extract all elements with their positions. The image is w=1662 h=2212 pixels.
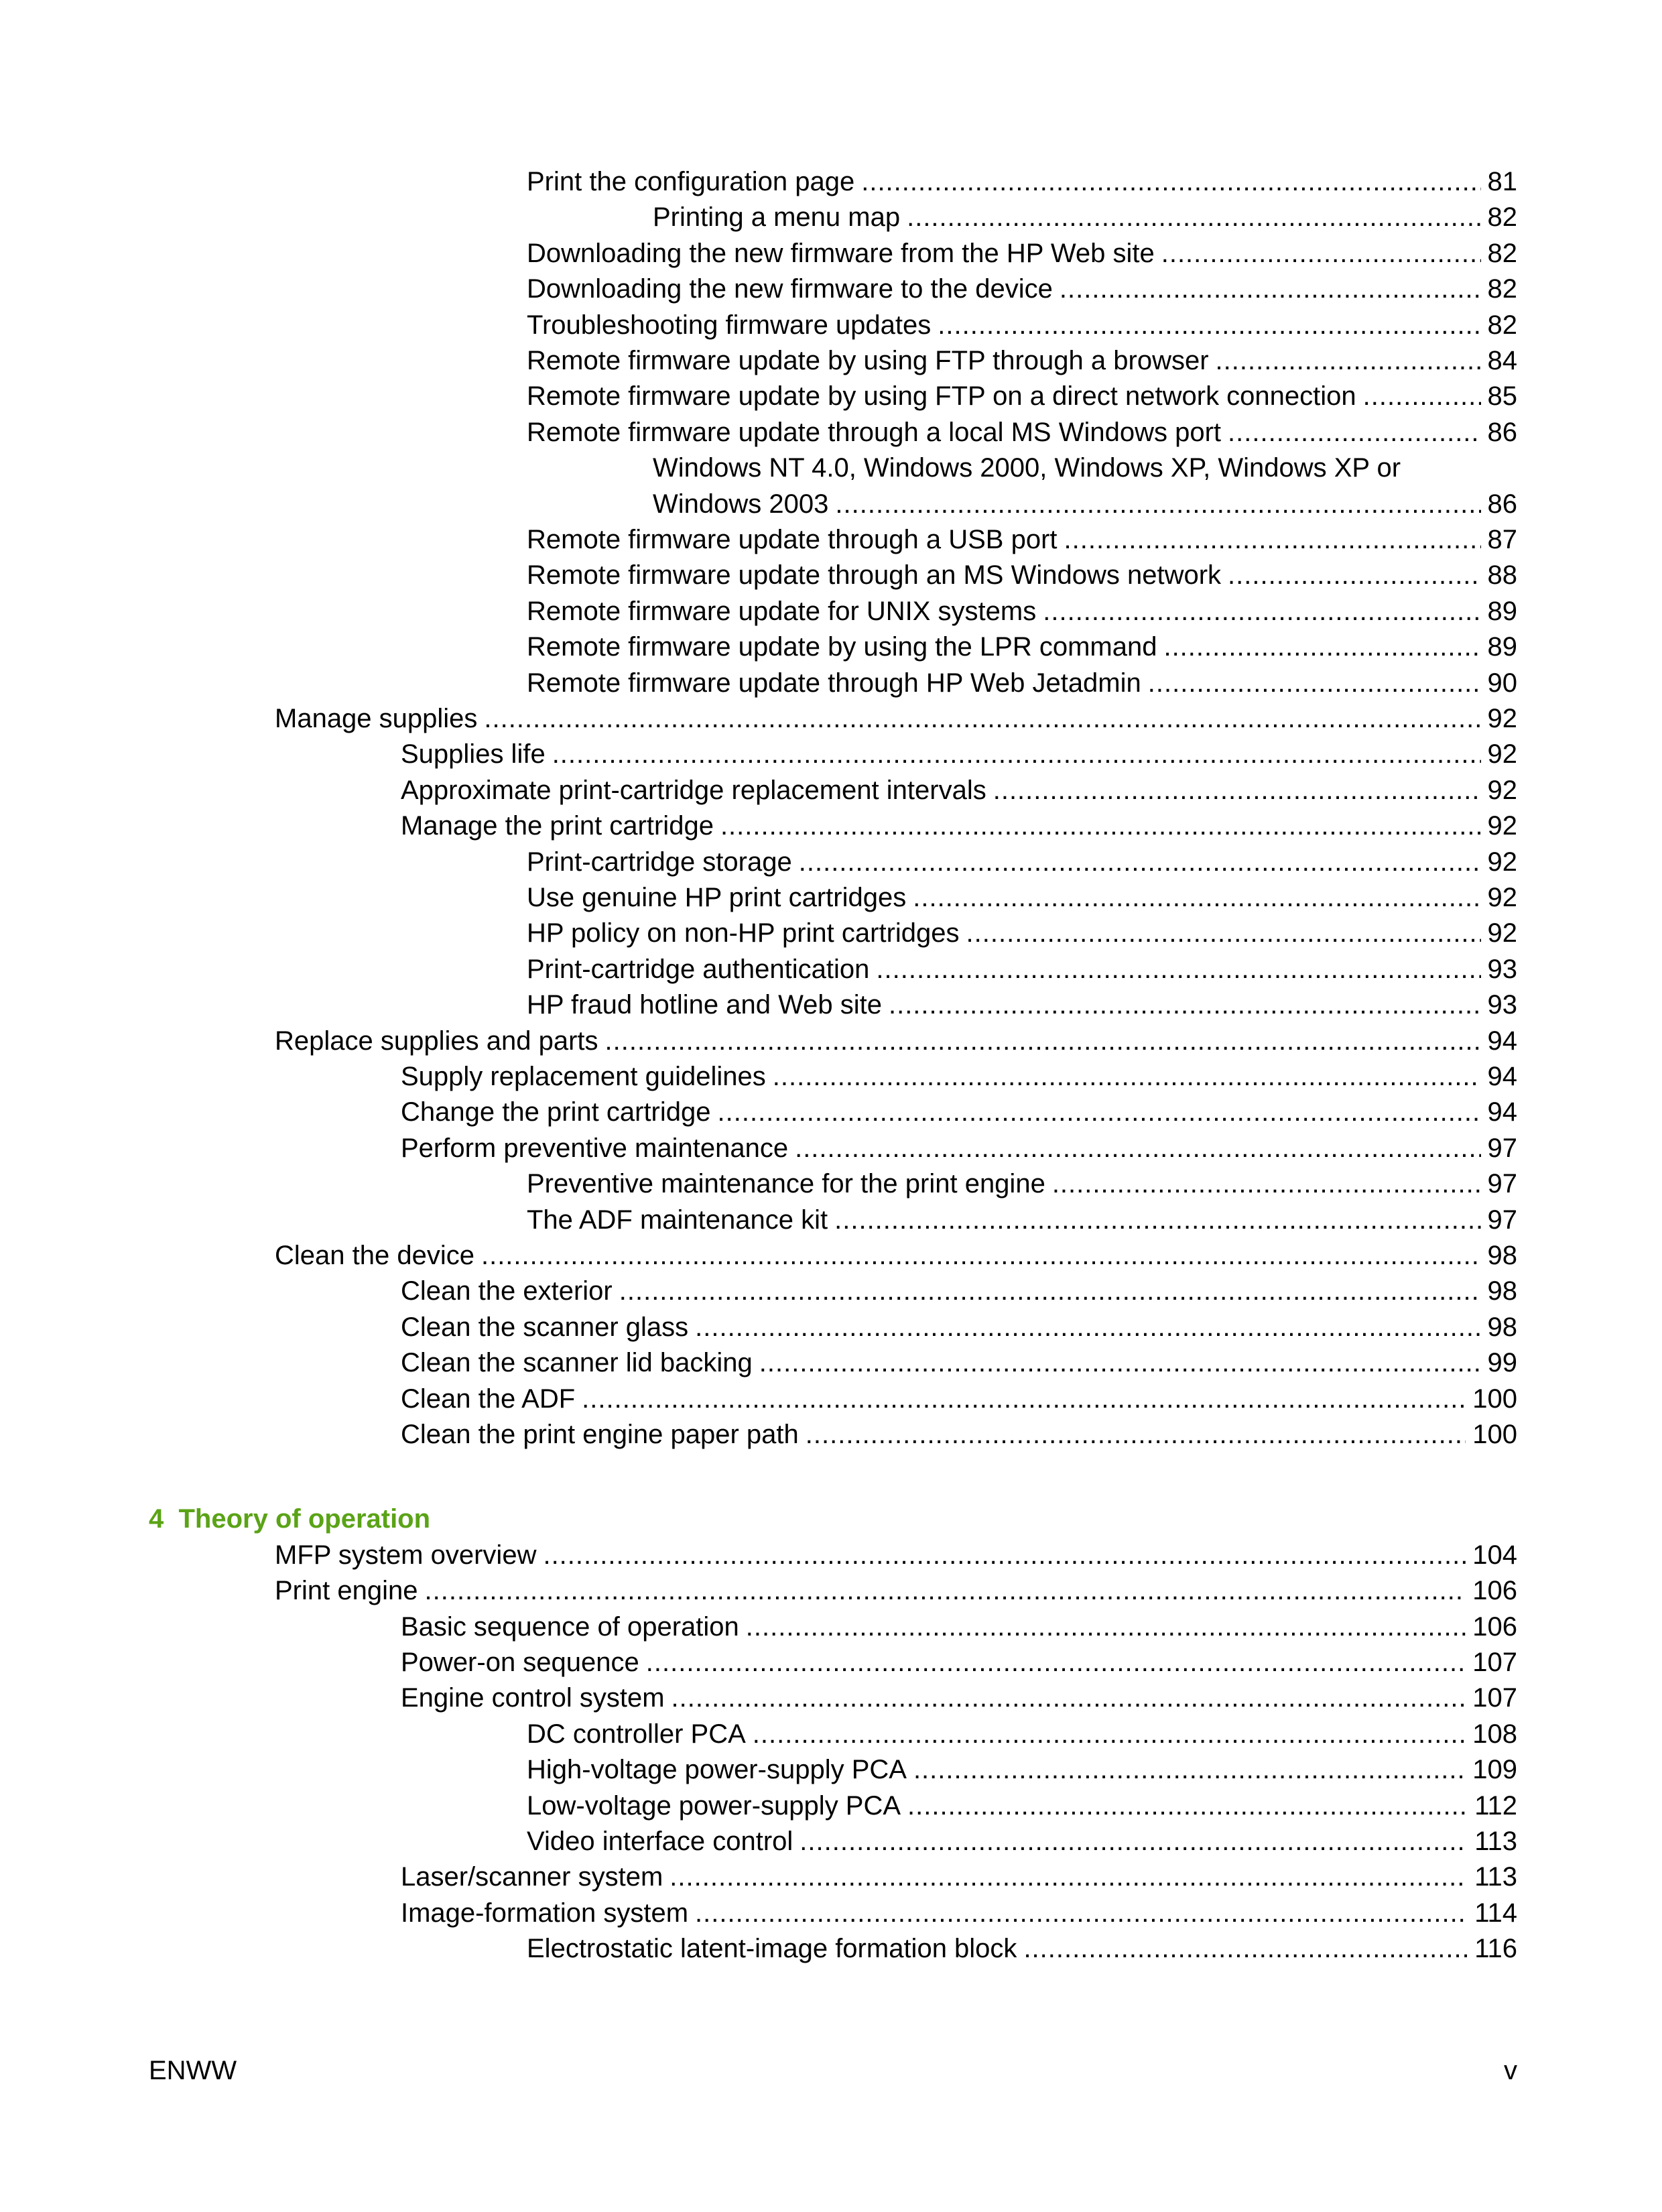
dot-leader	[646, 1644, 1466, 1680]
dot-leader	[720, 808, 1481, 844]
toc-entry[interactable]	[527, 1788, 1517, 1824]
toc-entry-page: 113	[1474, 1827, 1517, 1856]
dot-leader	[806, 1416, 1466, 1453]
dot-leader	[1043, 593, 1480, 629]
toc-entry-page: 94	[1487, 1026, 1517, 1056]
toc-entry-title: Supplies life	[401, 739, 546, 770]
dot-leader	[695, 1309, 1480, 1345]
toc-entry-title: Replace supplies and parts	[275, 1026, 598, 1056]
toc-entry-title: Manage the print cartridge	[401, 811, 714, 841]
toc-entry[interactable]	[401, 1416, 1517, 1453]
dot-leader	[907, 199, 1480, 235]
toc-entry-title: Print the configuration page	[527, 167, 855, 196]
toc-entry[interactable]	[527, 1716, 1517, 1752]
toc-entry[interactable]	[401, 736, 1517, 772]
toc-entry[interactable]	[527, 235, 1517, 271]
toc-entry-title: Remote firmware update by using FTP on a direct network connection	[527, 381, 1356, 412]
toc-entry[interactable]	[275, 1237, 1517, 1274]
toc-entry-page: 107	[1472, 1683, 1517, 1713]
toc-entry[interactable]	[527, 271, 1517, 307]
toc-entry[interactable]	[275, 1573, 1517, 1609]
dot-leader	[1228, 557, 1480, 593]
toc-entry-page: 109	[1472, 1755, 1517, 1785]
toc-entry-page: 97	[1487, 1169, 1517, 1199]
toc-entry-title: HP policy on non-HP print cartridges	[527, 918, 960, 948]
toc-entry-title: Windows 2003	[653, 489, 829, 519]
toc-entry[interactable]	[527, 343, 1517, 379]
toc-entry[interactable]	[527, 521, 1517, 558]
toc-entry-page: 100	[1472, 1420, 1517, 1449]
toc-entry[interactable]	[527, 844, 1517, 880]
toc-entry-page: 113	[1474, 1862, 1517, 1892]
chapter-heading[interactable]	[149, 1501, 430, 1537]
toc-entry-page: 94	[1487, 1097, 1517, 1127]
dot-leader	[718, 1094, 1481, 1130]
toc-entry[interactable]	[527, 1752, 1517, 1788]
toc-entry[interactable]	[653, 199, 1517, 235]
toc-entry[interactable]	[527, 164, 1517, 200]
toc-entry[interactable]	[527, 629, 1517, 665]
toc-entry-title: Clean the ADF	[401, 1384, 576, 1414]
dot-leader	[1064, 521, 1481, 558]
toc-entry-title: Engine control system	[401, 1683, 665, 1713]
toc-entry-page: 116	[1474, 1934, 1517, 1964]
toc-entry[interactable]	[653, 486, 1517, 522]
toc-entry-title: Laser/scanner system	[401, 1862, 663, 1892]
toc-entry-title: Clean the device	[275, 1241, 474, 1270]
toc-entry[interactable]	[401, 1094, 1517, 1130]
dot-leader	[993, 772, 1481, 808]
toc-entry[interactable]	[401, 772, 1517, 808]
toc-entry-page: 92	[1487, 704, 1517, 733]
dot-leader	[605, 1023, 1481, 1059]
toc-entry[interactable]	[401, 1680, 1517, 1716]
dot-leader	[966, 915, 1481, 951]
toc-entry-title: Change the print cartridge	[401, 1097, 711, 1127]
dot-leader	[1228, 414, 1480, 450]
toc-entry-page: 108	[1472, 1719, 1517, 1749]
dot-leader	[619, 1273, 1481, 1309]
toc-entry-title: Use genuine HP print cartridges	[527, 883, 907, 912]
toc-entry[interactable]	[401, 1130, 1517, 1166]
toc-entry-page: 106	[1472, 1611, 1517, 1642]
toc-entry-title: Downloading the new firmware from the HP Web site	[527, 238, 1155, 268]
toc-entry-title: Low-voltage power-supply PCA	[527, 1790, 901, 1821]
toc-entry-page: 86	[1487, 417, 1517, 447]
toc-entry-page: 87	[1487, 525, 1517, 554]
dot-leader	[773, 1058, 1481, 1095]
dot-leader	[834, 1202, 1480, 1238]
toc-entry-page: 89	[1487, 632, 1517, 662]
toc-entry[interactable]	[527, 414, 1517, 450]
toc-entry[interactable]	[401, 1859, 1517, 1895]
toc-entry[interactable]	[527, 951, 1517, 987]
toc-entry-page: 98	[1487, 1276, 1517, 1306]
toc-entry-page: 82	[1487, 238, 1517, 268]
toc-entry-title: Remote firmware update through a local MS Windows port	[527, 417, 1222, 447]
toc-entry[interactable]	[527, 915, 1517, 951]
toc-entry-title: Print-cartridge authentication	[527, 954, 870, 984]
dot-leader	[861, 164, 1480, 200]
dot-leader	[1023, 1930, 1468, 1967]
toc-entry[interactable]	[401, 1644, 1517, 1680]
toc-entry[interactable]	[275, 1537, 1517, 1573]
toc-entry-title: Electrostatic latent-image formation block	[527, 1934, 1017, 1964]
toc-entry-page: 92	[1487, 739, 1517, 770]
toc-entry-page: 92	[1487, 775, 1517, 805]
toc-entry[interactable]	[401, 1345, 1517, 1381]
toc-entry-title: Video interface control	[527, 1827, 793, 1856]
toc-entry[interactable]	[527, 378, 1517, 414]
toc-entry-page: 82	[1487, 310, 1517, 340]
toc-entry-title: The ADF maintenance kit	[527, 1205, 828, 1235]
toc-entry-page: 81	[1487, 167, 1517, 196]
dot-leader	[800, 1823, 1468, 1859]
dot-leader	[889, 987, 1481, 1023]
toc-entry-title: Remote firmware update through HP Web Jetadmin	[527, 668, 1141, 698]
chapter-title: Theory of operation	[178, 1504, 431, 1534]
dot-leader	[876, 951, 1480, 987]
toc-entry-title: Preventive maintenance for the print engine	[527, 1169, 1045, 1199]
toc-entry[interactable]	[527, 987, 1517, 1023]
dot-leader	[799, 844, 1481, 880]
toc-entry-page: 94	[1487, 1062, 1517, 1091]
toc-entry[interactable]	[275, 1023, 1517, 1059]
toc-entry-title: Clean the scanner glass	[401, 1312, 689, 1342]
toc-entry[interactable]	[527, 1823, 1517, 1859]
toc-entry-title: Clean the exterior	[401, 1276, 613, 1306]
toc-entry-page: 98	[1487, 1312, 1517, 1342]
dot-leader	[1363, 378, 1481, 414]
toc-entry-title: Perform preventive maintenance	[401, 1133, 789, 1163]
dot-leader	[1148, 665, 1481, 701]
toc-entry[interactable]	[527, 879, 1517, 916]
dot-leader	[1163, 629, 1480, 665]
dot-leader	[759, 1345, 1481, 1381]
toc-entry-title: Print-cartridge storage	[527, 847, 792, 877]
toc-entry-title: Remote firmware update through an MS Windows network	[527, 560, 1222, 591]
toc-entry-title: Downloading the new firmware to the device	[527, 274, 1053, 304]
toc-entry-title: Remote firmware update by using the LPR command	[527, 632, 1157, 662]
toc-entry[interactable]	[527, 1930, 1517, 1967]
toc-entry-title: Remote firmware update through a USB port	[527, 525, 1058, 554]
toc-entry-page: 106	[1472, 1576, 1517, 1606]
dot-leader	[907, 1788, 1468, 1824]
chapter-spacer	[164, 1504, 178, 1534]
toc-entry[interactable]	[527, 307, 1517, 343]
toc-entry-title: Printing a menu map	[653, 202, 901, 233]
toc-entry[interactable]	[275, 700, 1517, 737]
toc-entry-title: Image-formation system	[401, 1898, 689, 1928]
dot-leader	[913, 879, 1480, 916]
toc-entry-page: 99	[1487, 1348, 1517, 1378]
toc-entry[interactable]	[527, 1166, 1517, 1202]
toc-entry-page: 92	[1487, 847, 1517, 877]
toc-entry-page: 86	[1487, 489, 1517, 519]
dot-leader	[695, 1895, 1468, 1931]
toc-entry-page: 98	[1487, 1241, 1517, 1270]
toc-entry-page: 104	[1472, 1540, 1517, 1570]
toc-entry-page: 84	[1487, 346, 1517, 375]
toc-entry-title: Power-on sequence	[401, 1648, 639, 1677]
toc-entry-title: Supply replacement guidelines	[401, 1062, 766, 1091]
toc-entry[interactable]	[401, 1309, 1517, 1345]
toc-entry[interactable]	[527, 665, 1517, 701]
toc-entry[interactable]	[401, 1058, 1517, 1095]
dot-leader	[835, 486, 1480, 522]
dot-leader	[913, 1752, 1466, 1788]
toc-entry-page: 114	[1474, 1898, 1517, 1928]
toc-entry-page: 82	[1487, 274, 1517, 304]
toc-entry-title: DC controller PCA	[527, 1719, 746, 1749]
dot-leader	[552, 736, 1481, 772]
toc-entry[interactable]	[527, 557, 1517, 593]
dot-leader	[672, 1680, 1466, 1716]
toc-entry[interactable]	[527, 1202, 1517, 1238]
dot-leader	[1161, 235, 1481, 271]
toc-entry-page: 92	[1487, 811, 1517, 841]
dot-leader	[424, 1573, 1466, 1609]
toc-entry-page: 107	[1472, 1648, 1517, 1677]
toc-entry-page: 112	[1474, 1790, 1517, 1821]
toc-entry[interactable]	[401, 1609, 1517, 1645]
toc-entry-title: Remote firmware update for UNIX systems	[527, 596, 1037, 626]
dot-leader	[481, 1237, 1481, 1274]
toc-entry-page: 93	[1487, 954, 1517, 984]
toc-entry[interactable]	[527, 593, 1517, 629]
dot-leader	[582, 1381, 1466, 1417]
toc-entry-title: MFP system overview	[275, 1540, 537, 1570]
toc-entry-title: High-voltage power-supply PCA	[527, 1755, 907, 1785]
toc-entry-title: Clean the print engine paper path	[401, 1420, 799, 1449]
toc-entry-title: Clean the scanner lid backing	[401, 1348, 753, 1378]
dot-leader	[795, 1130, 1480, 1166]
dot-leader	[1052, 1166, 1481, 1202]
toc-entry-page: 89	[1487, 596, 1517, 626]
toc-entry-title: Basic sequence of operation	[401, 1611, 739, 1642]
dot-leader	[1216, 343, 1481, 379]
toc-entry-page: 90	[1487, 668, 1517, 698]
toc-entry-title: Approximate print-cartridge replacement intervals	[401, 775, 986, 805]
toc-entry-title: HP fraud hotline and Web site	[527, 990, 882, 1020]
toc-entry-page: 93	[1487, 990, 1517, 1020]
toc-entry[interactable]	[401, 1895, 1517, 1931]
toc-entry[interactable]	[401, 808, 1517, 844]
dot-leader	[1060, 271, 1481, 307]
dot-leader	[938, 307, 1480, 343]
toc-entry-page: 92	[1487, 883, 1517, 912]
footer-page-number: v	[1504, 2056, 1517, 2085]
toc-entry-first-line: Windows NT 4.0, Windows 2000, Windows XP, Windows XP or	[653, 453, 1401, 483]
toc-entry-page: 85	[1487, 381, 1517, 412]
dot-leader	[669, 1859, 1468, 1895]
toc-entry-page: 100	[1472, 1384, 1517, 1414]
toc-entry-page: 82	[1487, 202, 1517, 233]
toc-entry-title: Print engine	[275, 1576, 418, 1606]
toc-entry[interactable]	[401, 1273, 1517, 1309]
dot-leader	[484, 700, 1480, 737]
toc-entry-page: 97	[1487, 1205, 1517, 1235]
footer-publication-code: ENWW	[149, 2056, 237, 2085]
toc-entry[interactable]	[401, 1381, 1517, 1417]
chapter-number: 4	[149, 1504, 164, 1534]
toc-entry-page: 97	[1487, 1133, 1517, 1163]
dot-leader	[753, 1716, 1466, 1752]
toc-entry-title: Remote firmware update by using FTP through a browser	[527, 346, 1209, 375]
dot-leader	[746, 1609, 1466, 1645]
toc-entry-page: 92	[1487, 918, 1517, 948]
toc-entry-title: Manage supplies	[275, 704, 478, 733]
toc-entry-page: 88	[1487, 560, 1517, 591]
toc-entry-title: Troubleshooting firmware updates	[527, 310, 932, 340]
dot-leader	[543, 1537, 1466, 1573]
